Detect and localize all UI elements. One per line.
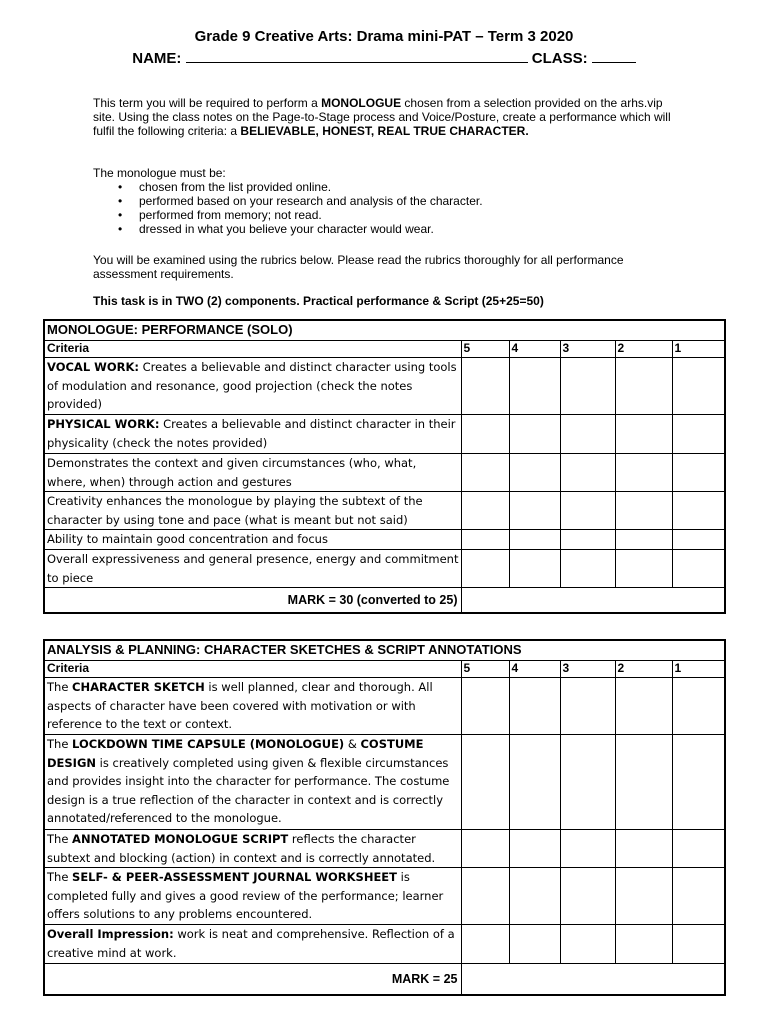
table-row: [44, 868, 725, 925]
criteria-header: Criteria: [44, 661, 461, 678]
score-cell[interactable]: [560, 415, 615, 454]
table-row: [44, 925, 725, 964]
score-cell[interactable]: [672, 454, 725, 492]
intro-paragraph: This term you will be required to perform a MONOLOGUE chosen from a selection provided on the arhs.vip site. Using the class notes on the Page-to-Stage process and Voice/Posture, create a performance which will fulfil the following criteria: a BELIEVABLE, HONEST, REAL TRUE CHARACTER.: [93, 96, 671, 138]
criteria-cell: Overall expressiveness and general presence, energy and commitment to piece: [44, 549, 461, 587]
list-item: • chosen from the list provided online.: [139, 180, 673, 194]
score-cell[interactable]: [461, 735, 509, 830]
score-cell[interactable]: [461, 868, 509, 925]
table-row: [44, 678, 725, 735]
score-cell[interactable]: [672, 549, 725, 587]
must-be-text: The monologue must be:: [93, 166, 226, 180]
score-header: 2: [615, 341, 672, 358]
score-cell[interactable]: [560, 678, 615, 735]
score-cell[interactable]: [615, 530, 672, 550]
criteria-cell: The LOCKDOWN TIME CAPSULE (MONOLOGUE) & COSTUME DESIGN is creatively completed using given & flexible circumstances and provides insight into the character for performance. The costume design is a true reflection of the character in context and is correctly annotated/referenced to the monologue.: [44, 735, 461, 830]
table-header-row: [44, 661, 725, 678]
score-cell[interactable]: [509, 454, 560, 492]
class-field[interactable]: [592, 50, 636, 63]
score-cell[interactable]: [509, 830, 560, 868]
table-row: [44, 549, 725, 587]
score-cell[interactable]: [560, 530, 615, 550]
name-class-line: [0, 50, 768, 67]
performance-rubric-table: [43, 319, 726, 614]
score-cell[interactable]: [672, 358, 725, 415]
analysis-rubric-table: [43, 639, 726, 996]
criteria-cell: Creativity enhances the monologue by playing the subtext of the character by using tone and pace (what is meant but not said): [44, 492, 461, 530]
score-cell[interactable]: [615, 830, 672, 868]
score-cell[interactable]: [509, 678, 560, 735]
table-header-row: [44, 341, 725, 358]
score-cell[interactable]: [461, 549, 509, 587]
score-header: 1: [672, 661, 725, 678]
score-cell[interactable]: [461, 415, 509, 454]
score-cell[interactable]: [672, 868, 725, 925]
score-header: 5: [461, 661, 509, 678]
score-cell[interactable]: [509, 549, 560, 587]
score-cell[interactable]: [672, 492, 725, 530]
score-header: 1: [672, 341, 725, 358]
mark-total-field[interactable]: [461, 964, 725, 996]
criteria-cell: VOCAL WORK: Creates a believable and distinct character using tools of modulation and resonance, good projection (check the notes provided): [44, 358, 461, 415]
mark-label: MARK = 30 (converted to 25): [44, 588, 461, 614]
score-cell[interactable]: [461, 492, 509, 530]
score-cell[interactable]: [509, 735, 560, 830]
score-cell[interactable]: [509, 358, 560, 415]
table-row: [44, 830, 725, 868]
score-cell[interactable]: [560, 735, 615, 830]
table-title: ANALYSIS & PLANNING: CHARACTER SKETCHES & SCRIPT ANNOTATIONS: [44, 640, 725, 661]
name-field[interactable]: [186, 50, 528, 63]
score-cell[interactable]: [615, 358, 672, 415]
score-cell[interactable]: [461, 830, 509, 868]
score-cell[interactable]: [672, 415, 725, 454]
criteria-cell: The SELF- & PEER-ASSESSMENT JOURNAL WORKSHEET is completed fully and gives a good review of the performance; learner offers solutions to any problems encountered.: [44, 868, 461, 925]
criteria-cell: Demonstrates the context and given circumstances (who, what, where, when) through action and gestures: [44, 454, 461, 492]
score-cell[interactable]: [615, 549, 672, 587]
score-cell[interactable]: [615, 492, 672, 530]
score-header: 3: [560, 341, 615, 358]
score-cell[interactable]: [509, 415, 560, 454]
score-cell[interactable]: [560, 492, 615, 530]
score-header: 3: [560, 661, 615, 678]
score-header: 2: [615, 661, 672, 678]
score-cell[interactable]: [615, 868, 672, 925]
list-item: • performed based on your research and analysis of the character.: [139, 194, 673, 208]
score-cell[interactable]: [672, 830, 725, 868]
score-cell[interactable]: [461, 358, 509, 415]
mark-total-field[interactable]: [461, 588, 725, 614]
table-row: [44, 358, 725, 415]
requirements-block: [93, 166, 673, 236]
score-cell[interactable]: [560, 830, 615, 868]
score-header: 4: [509, 341, 560, 358]
score-cell[interactable]: [560, 358, 615, 415]
score-cell[interactable]: [560, 454, 615, 492]
criteria-header: Criteria: [44, 341, 461, 358]
score-cell[interactable]: [672, 735, 725, 830]
table-row: [44, 454, 725, 492]
table-row: [44, 492, 725, 530]
score-cell[interactable]: [560, 549, 615, 587]
criteria-cell: Overall Impression: work is neat and comprehensive. Reflection of a creative mind at work.: [44, 925, 461, 964]
table-title: MONOLOGUE: PERFORMANCE (SOLO): [44, 320, 725, 341]
score-cell[interactable]: [509, 925, 560, 964]
table-row: [44, 735, 725, 830]
score-header: 5: [461, 341, 509, 358]
score-cell[interactable]: [461, 454, 509, 492]
criteria-cell: The CHARACTER SKETCH is well planned, clear and thorough. All aspects of character have been covered with motivation or with reference to the text or context.: [44, 678, 461, 735]
score-cell[interactable]: [672, 530, 725, 550]
class-label: CLASS:: [531, 50, 588, 67]
criteria-cell: Ability to maintain good concentration and focus: [44, 530, 461, 550]
score-cell[interactable]: [615, 415, 672, 454]
score-cell[interactable]: [615, 735, 672, 830]
score-cell[interactable]: [509, 530, 560, 550]
criteria-cell: PHYSICAL WORK: Creates a believable and distinct character in their physicality (check the notes provided): [44, 415, 461, 454]
score-cell[interactable]: [461, 530, 509, 550]
score-cell[interactable]: [615, 925, 672, 964]
score-cell[interactable]: [615, 454, 672, 492]
examined-text: You will be examined using the rubrics below. Please read the rubrics thoroughly for all performance assessment requirements.: [93, 253, 624, 281]
score-cell[interactable]: [461, 678, 509, 735]
score-cell[interactable]: [560, 868, 615, 925]
criteria-cell: The ANNOTATED MONOLOGUE SCRIPT reflects the character subtext and blocking (action) in context and is correctly annotated.: [44, 830, 461, 868]
score-cell[interactable]: [509, 492, 560, 530]
list-item: • dressed in what you believe your character would wear.: [139, 222, 673, 236]
requirements-list: [93, 180, 673, 236]
name-label: NAME:: [132, 50, 182, 67]
table-row: [44, 530, 725, 550]
mark-row: [44, 588, 725, 614]
table-row: [44, 415, 725, 454]
score-cell[interactable]: [560, 925, 615, 964]
mark-row: [44, 964, 725, 996]
score-header: 4: [509, 661, 560, 678]
task-text: This task is in TWO (2) components. Practical performance & Script (25+25=50): [93, 294, 544, 308]
score-cell[interactable]: [509, 868, 560, 925]
score-cell[interactable]: [461, 925, 509, 964]
score-cell[interactable]: [615, 678, 672, 735]
list-item: • performed from memory; not read.: [139, 208, 673, 222]
mark-label: MARK = 25: [44, 964, 461, 996]
score-cell[interactable]: [672, 925, 725, 964]
document-title: Grade 9 Creative Arts: Drama mini-PAT – Term 3 2020: [194, 28, 574, 45]
score-cell[interactable]: [672, 678, 725, 735]
